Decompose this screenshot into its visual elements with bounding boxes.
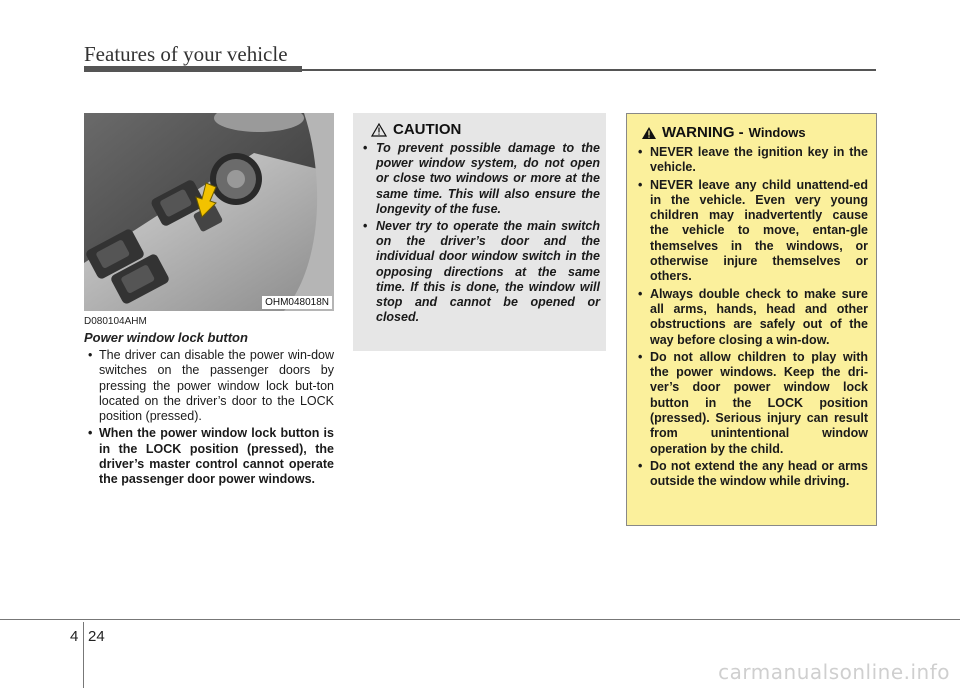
caution-item-1: • To prevent possible damage to the power window system, do not open or close two windows or more at the same time. This will also ensure the longevity of the fuse.	[361, 141, 600, 217]
caution-triangle-icon	[371, 123, 387, 137]
warning-box	[626, 113, 877, 526]
footer-divider	[83, 622, 84, 688]
footer-rule	[0, 619, 960, 620]
page-number: 24	[88, 628, 105, 645]
section-doc-code: D080104AHM	[84, 316, 147, 327]
warning-triangle-icon	[641, 126, 657, 140]
door-switch-photo	[84, 113, 334, 311]
warning-item-5: • Do not extend the any head or arms outside the window while driving.	[635, 459, 868, 490]
warning-title: WARNING -	[662, 124, 744, 141]
caution-list	[361, 141, 600, 325]
warning-item-1: • NEVER leave the ignition key in the vehicle.	[635, 145, 868, 176]
door-switch-illustration	[84, 113, 334, 311]
warning-item-4: • Do not allow children to play with the power windows. Keep the dri-ver’s door power window lock button in the LOCK position (pressed). Serious injury can result from unintentional window operation by the child.	[635, 350, 868, 457]
section-title: Power window lock button	[84, 330, 248, 345]
warning-item-2: • NEVER leave any child unattend-ed in the vehicle. Even very young children may inadvertently cause the vehicle to move, entan-gle themselves in the windows, or otherwise injure themselves or others.	[635, 178, 868, 285]
page-chapter-number: 4	[70, 628, 79, 645]
header-rule-thin	[302, 69, 876, 71]
caution-item-2: • Never try to operate the main switch on the driver’s door and the individual door window switch in the opposing directions at the same time. If this is done, the window will stop and cannot be opened or closed.	[361, 219, 600, 325]
section-bullet-1: • The driver can disable the power win-dow switches on the passenger doors by pressing the power window lock but-ton located on the driver’s door to the LOCK position (pressed).	[84, 348, 334, 424]
page-header-title: Features of your vehicle	[84, 42, 288, 66]
warning-item-3: • Always double check to make sure all arms, hands, head and other obstructions are safely out of the way before closing a win-dow.	[635, 287, 868, 348]
warning-subtitle: Windows	[748, 125, 806, 140]
section-bullets	[84, 348, 334, 490]
caution-title: CAUTION	[393, 121, 462, 138]
warning-list	[635, 145, 868, 490]
header-rule-thick	[84, 66, 302, 72]
caution-box	[353, 113, 606, 351]
watermark: carmanualsonline.info	[718, 660, 950, 684]
figure-code: OHM048018N	[262, 296, 332, 309]
section-bullet-2: • When the power window lock button is in the LOCK position (pressed), the driver’s master control cannot operate the passenger door power windows.	[84, 426, 334, 487]
